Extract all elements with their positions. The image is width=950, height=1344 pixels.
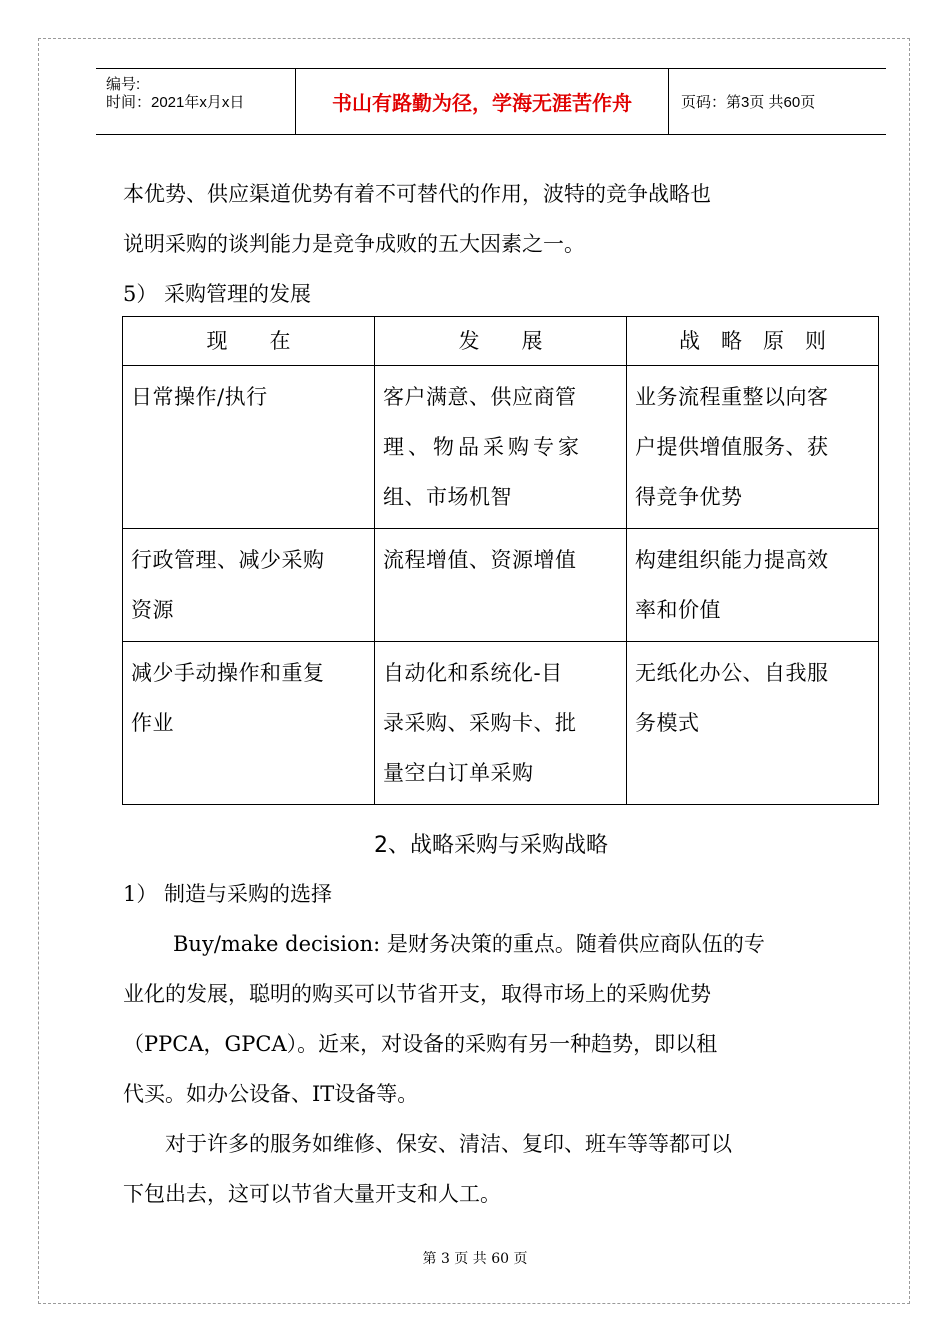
page-header — [96, 68, 886, 135]
header-page-info: 页码：第3页 共60页 — [681, 94, 816, 111]
col-header-now: 现 在 — [123, 317, 375, 366]
document-time-label: 时间：2021年x月x日 — [106, 94, 245, 111]
cell-text: 自动化和系统化-目 — [383, 661, 563, 685]
subsection-1-title: 1） 制造与采购的选择 — [123, 882, 333, 906]
table-cell-development — [375, 642, 627, 805]
section-5-title: 5） 采购管理的发展 — [123, 282, 312, 306]
paragraph-line: （PPCA，GPCA）。近来，对设备的采购有另一种趋势，即以租 — [123, 1032, 718, 1056]
procurement-development-table — [122, 316, 879, 805]
table-cell-now — [123, 642, 375, 805]
table-cell-strategy — [627, 366, 879, 529]
header-meta — [96, 69, 296, 134]
paragraph-line: 代买。如办公设备、IT设备等。 — [123, 1082, 419, 1106]
col-header-development: 发 展 — [375, 317, 627, 366]
cell-text: 日常操作/执行 — [131, 385, 268, 409]
document-number-label: 编号: — [106, 76, 141, 93]
table-row — [123, 642, 879, 805]
col-header-strategy: 战 略 原 则 — [627, 317, 879, 366]
table-cell-now — [123, 366, 375, 529]
cell-text: 组、市场机智 — [383, 485, 512, 509]
cell-text: 户提供增值服务、获 — [635, 435, 829, 459]
cell-text: 理、物品采购专家 — [383, 435, 583, 459]
cell-text: 流程增值、资源增值 — [383, 548, 577, 572]
table-cell-development — [375, 366, 627, 529]
table-cell-now — [123, 529, 375, 642]
paragraph-line: 对于许多的服务如维修、保安、清洁、复印、班车等等都可以 — [165, 1132, 732, 1156]
paragraph-line: 业化的发展，聪明的购买可以节省开支，取得市场上的采购优势 — [123, 982, 711, 1006]
header-motto: 书山有路勤为径，学海无涯苦作舟 — [296, 69, 669, 134]
cell-text: 作业 — [131, 711, 174, 735]
section-2-heading: 2、战略采购与采购战略 — [374, 833, 608, 858]
paragraph-line: 说明采购的谈判能力是竞争成败的五大因素之一。 — [123, 232, 585, 256]
page-footer: 第 3 页 共 60 页 — [422, 1251, 528, 1267]
table-cell-strategy — [627, 529, 879, 642]
table-cell-strategy — [627, 642, 879, 805]
cell-text: 客户满意、供应商管 — [383, 385, 577, 409]
paragraph-line: 本优势、供应渠道优势有着不可替代的作用，波特的竞争战略也 — [123, 182, 711, 206]
cell-text: 行政管理、减少采购 — [131, 548, 325, 572]
table-header-row — [123, 317, 879, 366]
table-row — [123, 366, 879, 529]
cell-text: 得竞争优势 — [635, 485, 743, 509]
table-cell-development — [375, 529, 627, 642]
paragraph-line: Buy/make decision: 是财务决策的重点。随着供应商队伍的专 — [173, 932, 765, 956]
cell-text: 构建组织能力提高效 — [635, 548, 829, 572]
cell-text: 无纸化办公、自我服 — [635, 661, 829, 685]
cell-text: 资源 — [131, 598, 174, 622]
cell-text: 务模式 — [635, 711, 700, 735]
table-row — [123, 529, 879, 642]
cell-text: 录采购、采购卡、批 — [383, 711, 577, 735]
cell-text: 减少手动操作和重复 — [131, 661, 325, 685]
cell-text: 业务流程重整以向客 — [635, 385, 829, 409]
cell-text: 率和价值 — [635, 598, 721, 622]
cell-text: 量空白订单采购 — [383, 761, 534, 785]
paragraph-line: 下包出去，这可以节省大量开支和人工。 — [123, 1182, 501, 1206]
